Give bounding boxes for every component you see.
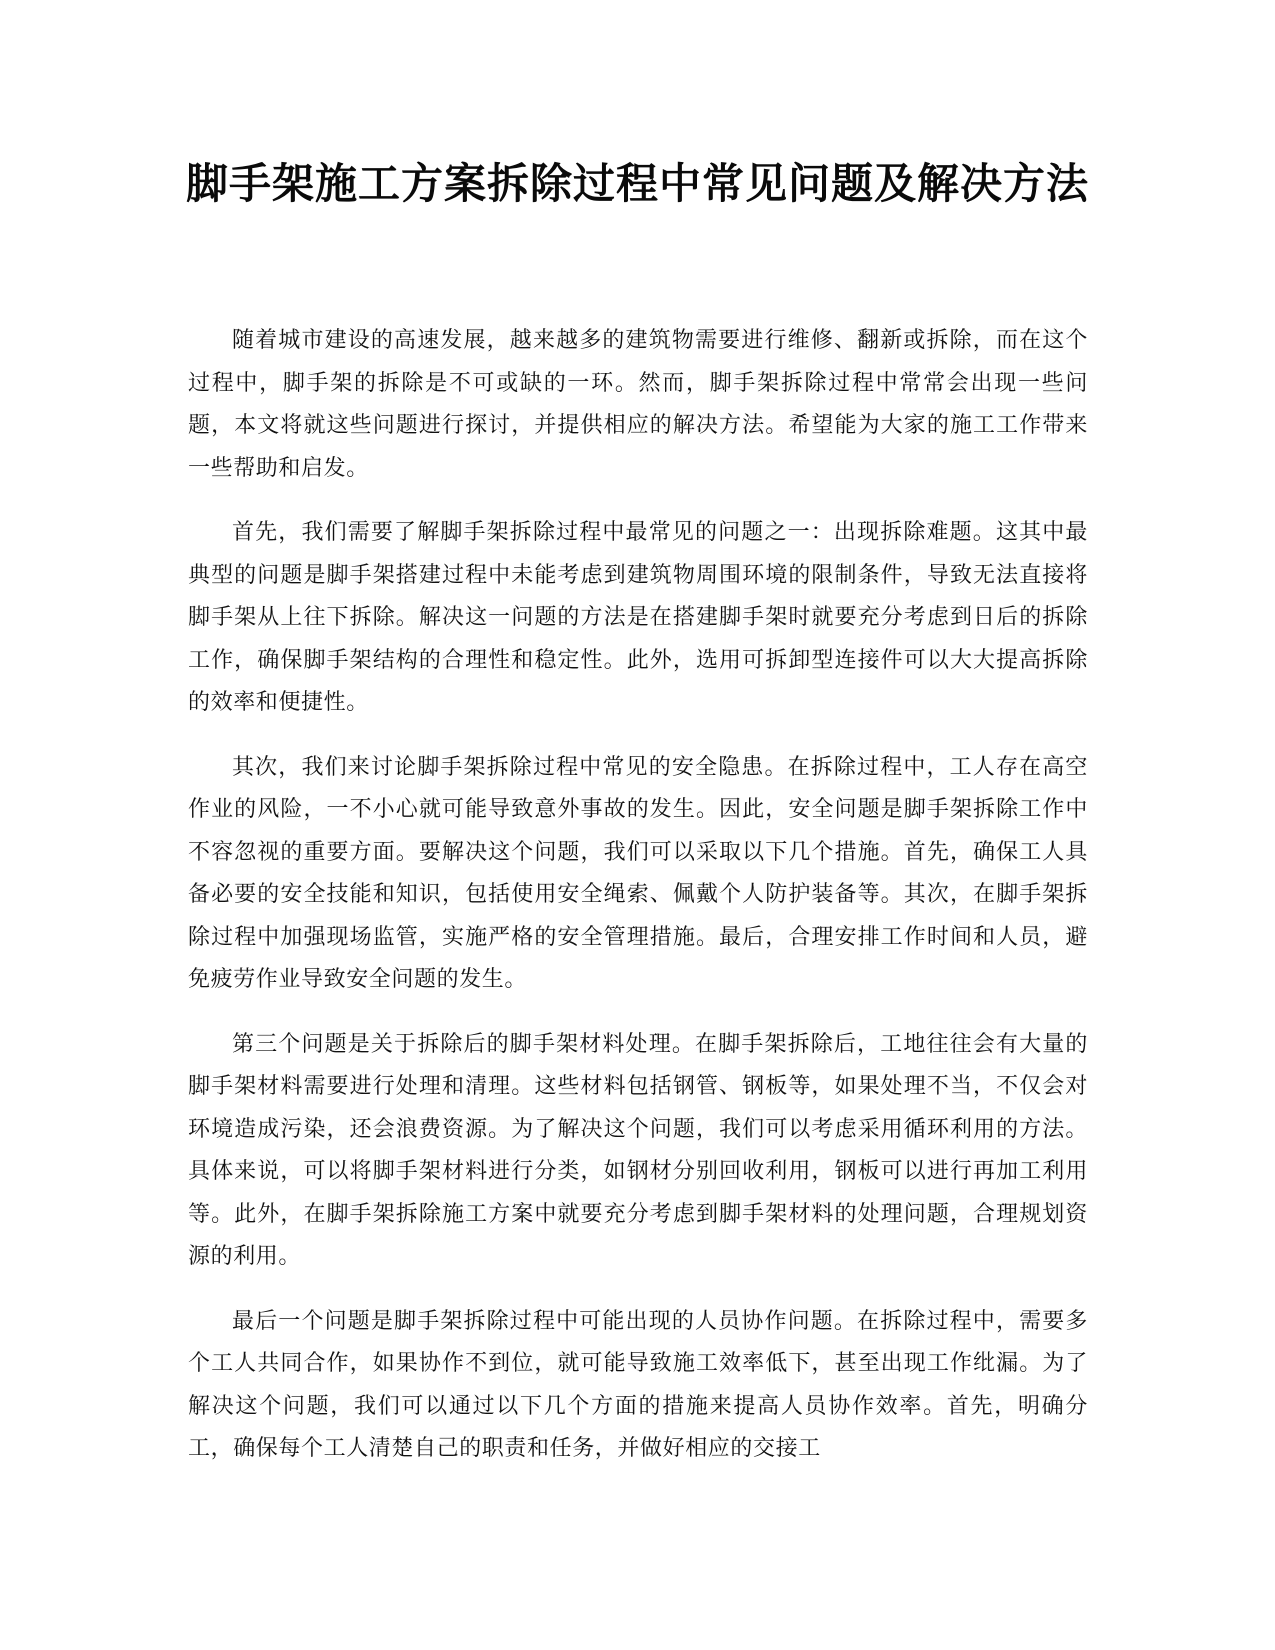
paragraph-worker-coordination: 最后一个问题是脚手架拆除过程中可能出现的人员协作问题。在拆除过程中，需要多个工人共同合作，如果协作不到位，就可能导致施工效率低下，甚至出现工作纰漏。为了解决这个问题，我们可以通过以下几个方面的措施来提高人员协作效率。首先，明确分工，确保每个工人清楚自己的职责和任务，并做好相应的交接工 — [188, 1308, 1088, 1461]
paragraph-intro: 随着城市建设的高速发展，越来越多的建筑物需要进行维修、翻新或拆除，而在这个过程中，脚手架的拆除是不可或缺的一环。然而，脚手架拆除过程中常常会出现一些问题，本文将就这些问题进行探讨，并提供相应的解决方法。希望能为大家的施工工作带来一些帮助和启发。 — [188, 328, 1088, 481]
paragraph-material-handling: 第三个问题是关于拆除后的脚手架材料处理。在脚手架拆除后，工地往往会有大量的脚手架材料需要进行处理和清理。这些材料包括钢管、钢板等，如果处理不当，不仅会对环境造成污染，还会浪费资源。为了解决这个问题，我们可以考虑采用循环利用的方法。具体来说，可以将脚手架材料进行分类，如钢材分别回收利用，钢板可以进行再加工利用等。此外，在脚手架拆除施工方案中就要充分考虑到脚手架材料的处理问题，合理规划资源的利用。 — [188, 1031, 1088, 1269]
paragraph-safety-hazards: 其次，我们来讨论脚手架拆除过程中常见的安全隐患。在拆除过程中，工人存在高空作业的风险，一不小心就可能导致意外事故的发生。因此，安全问题是脚手架拆除工作中不容忽视的重要方面。要解决这个问题，我们可以采取以下几个措施。首先，确保工人具备必要的安全技能和知识，包括使用安全绳索、佩戴个人防护装备等。其次，在脚手架拆除过程中加强现场监管，实施严格的安全管理措施。最后，合理安排工作时间和人员，避免疲劳作业导致安全问题的发生。 — [188, 754, 1088, 992]
paragraph-dismantling-difficulty: 首先，我们需要了解脚手架拆除过程中最常见的问题之一：出现拆除难题。这其中最典型的问题是脚手架搭建过程中未能考虑到建筑物周围环境的限制条件，导致无法直接将脚手架从上往下拆除。解决这一问题的方法是在搭建脚手架时就要充分考虑到日后的拆除工作，确保脚手架结构的合理性和稳定性。此外，选用可拆卸型连接件可以大大提高拆除的效率和便捷性。 — [188, 520, 1088, 715]
document-body — [188, 320, 1088, 1493]
document-title: 脚手架施工方案拆除过程中常见问题及解决方法 — [185, 159, 1089, 208]
